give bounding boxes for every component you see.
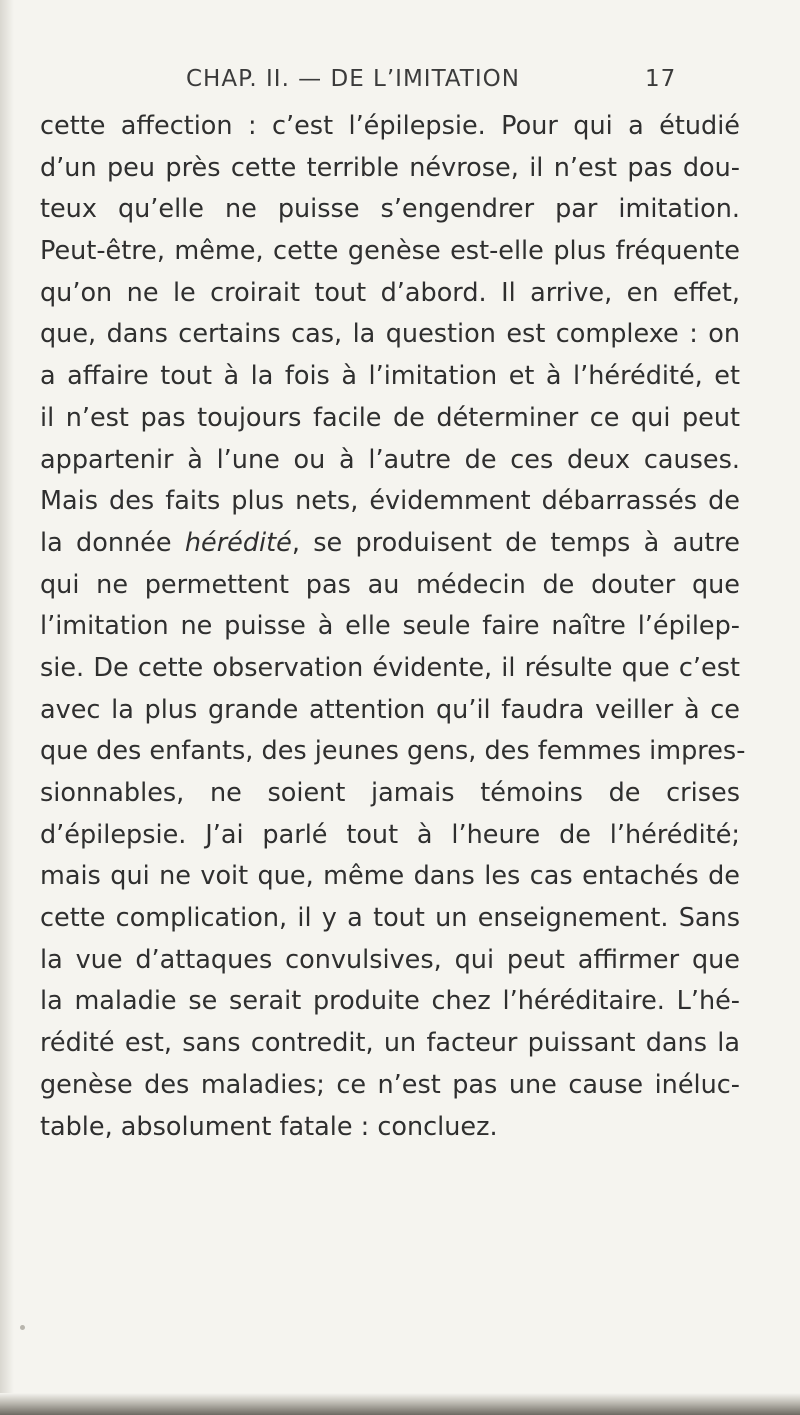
text-line: appartenir à l’une ou à l’autre de ces deux causes.	[40, 444, 740, 475]
text-line: cette complication, il y a tout un enseignement. Sans	[40, 903, 740, 934]
text-line: la vue d’attaques convulsives, qui peut affirmer que	[40, 944, 740, 975]
text-line: que, dans certains cas, la question est complexe : on	[40, 319, 740, 350]
text-line: Peut-être, même, cette genèse est-elle plus fréquente	[40, 236, 740, 267]
page-speck	[20, 1325, 25, 1330]
text-line: la maladie se serait produite chez l’héréditaire. L’hé-	[40, 986, 740, 1017]
text-line: Mais des faits plus nets, évidemment débarrassés de	[40, 486, 740, 517]
text-line-with-italic	[40, 523, 740, 565]
text-line: sie. De cette observation évidente, il résulte que c’est	[40, 652, 740, 683]
page-number: 17	[645, 66, 677, 92]
text-line: qui ne permettent pas au médecin de douter que	[40, 569, 740, 600]
body-paragraph	[40, 106, 746, 1148]
binding-shadow	[0, 0, 14, 1415]
italic-term: hérédité	[184, 527, 292, 558]
text-line: d’épilepsie. J’ai parlé tout à l’heure de l’hérédité;	[40, 819, 740, 850]
text-line: il n’est pas toujours facile de déterminer ce qui peut	[40, 402, 740, 433]
text-line: d’un peu près cette terrible névrose, il n’est pas dou-	[40, 152, 740, 183]
text-line: cette affection : c’est l’épilepsie. Pour qui a étudié	[40, 111, 740, 141]
running-header	[186, 66, 786, 92]
text-line: a affaire tout à la fois à l’imitation et à l’hérédité, et	[40, 361, 740, 392]
text-line: qu’on ne le croirait tout d’abord. Il arrive, en effet,	[40, 277, 740, 308]
text-line: l’imitation ne puisse à elle seule faire naître l’épilep-	[40, 611, 740, 642]
text-line: rédité est, sans contredit, un facteur puissant dans la	[40, 1028, 740, 1059]
text-fragment: , se produisent de temps à autre	[291, 527, 740, 558]
text-line: mais qui ne voit que, même dans les cas entachés de	[40, 861, 740, 892]
text-line: avec la plus grande attention qu’il faudra veiller à ce	[40, 694, 740, 725]
text-line: table, absolument fatale : concluez.	[40, 1111, 498, 1142]
text-line: sionnables, ne soient jamais témoins de crises	[40, 778, 740, 808]
chapter-title: CHAP. II. — DE L’IMITATION	[186, 66, 520, 92]
text-line: genèse des maladies; ce n’est pas une cause inéluc-	[40, 1069, 740, 1100]
page-bottom-edge	[0, 1393, 800, 1415]
text-line: que des enfants, des jeunes gens, des femmes impres-	[40, 736, 746, 767]
text-fragment: la donnée	[40, 527, 185, 558]
text-line: teux qu’elle ne puisse s’engendrer par imitation.	[40, 194, 740, 225]
